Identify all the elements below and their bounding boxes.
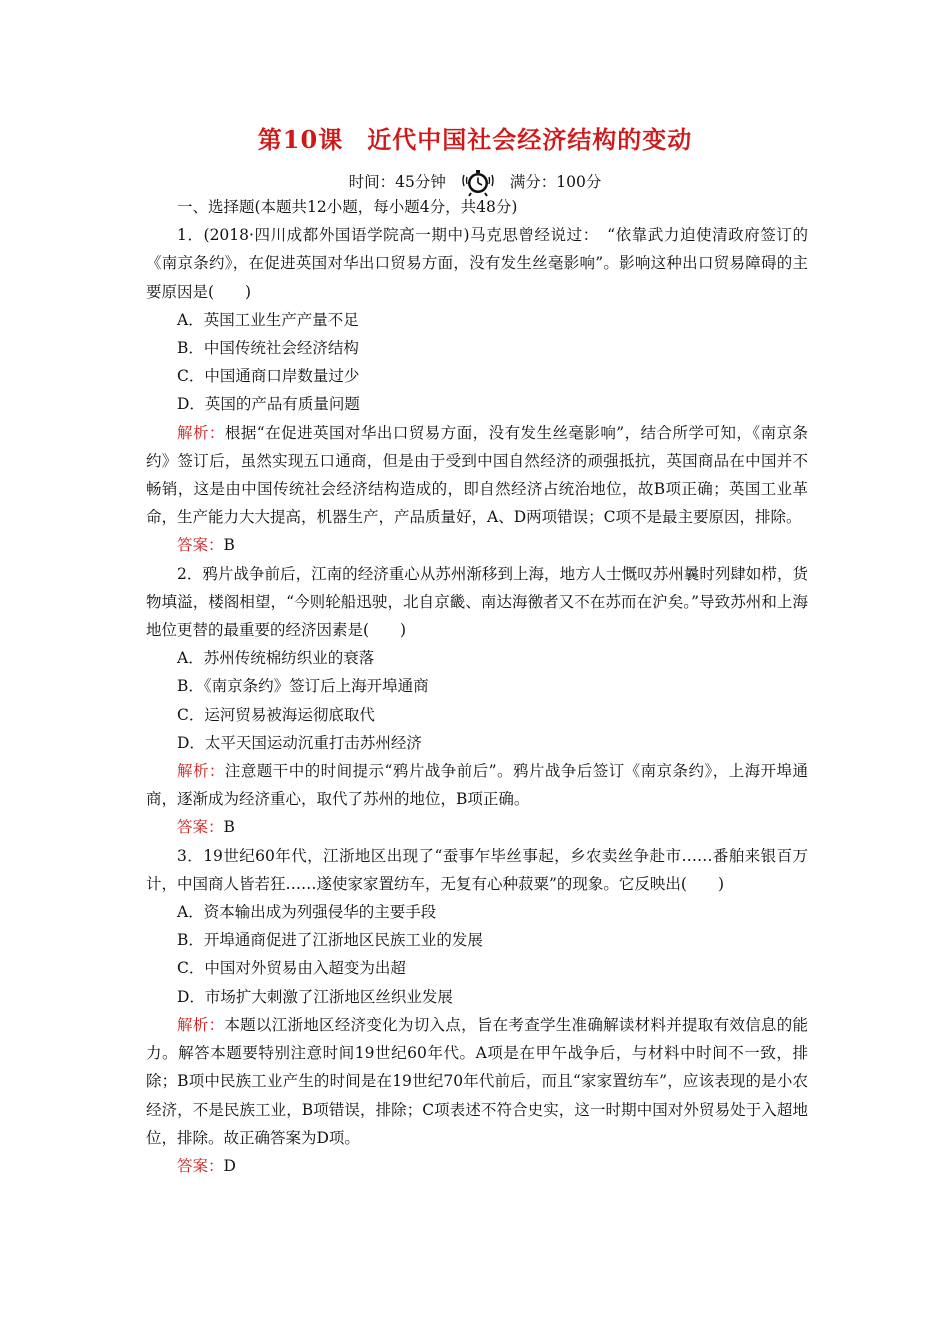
option-d: D．市场扩大刺激了江浙地区丝织业发展 [177,987,453,1006]
option-d: D．太平天国运动沉重打击苏州经济 [177,733,422,752]
answer-label: 答案： [177,536,224,555]
question-stem: 1．(2018·四川成都外国语学院高一期中)马克思曾经说过： “依靠武力迫使清政府签订的《南京条约》，在促进英国对华出口贸易方面，没有发生丝毫影响”。影响这种出口贸易障碍的主要原因是( ) [146,226,808,301]
answer-label: 答案： [177,1156,224,1175]
analysis-label: 解析： [177,423,225,442]
analysis-text: 注意题干中的时间提示“鸦片战争前后”。鸦片战争后签订《南京条约》，上海开埠通商，逐渐成为经济重心，取代了苏州的地位，B项正确。 [146,762,808,809]
option-a: A．资本输出成为列强侵华的主要手段 [177,903,437,922]
option-c: C．中国通商口岸数量过少 [177,367,360,386]
option-d: D．英国的产品有质量问题 [177,395,360,414]
option-c: C．运河贸易被海运彻底取代 [177,705,375,724]
option-a: A．苏州传统棉纺织业的衰落 [177,649,375,668]
analysis-text: 根据“在促进英国对华出口贸易方面，没有发生丝毫影响”，结合所学可知，《南京条约》签订后，虽然实现五口通商，但是由于受到中国自然经济的顽强抵抗，英国商品在中国并不畅销，这是由中国传统社会经济结构造成的，即自然经济占统治地位，故B项正确；英国工业革命，生产能力大大提高，机器生产，产品质量好，A、D两项错误；C项不是最主要原因，排除。 [146,423,808,527]
analysis-label: 解析： [177,762,225,781]
option-c: C．中国对外贸易由入超变为出超 [177,959,406,978]
answer [146,1152,808,1180]
analysis [146,757,808,813]
question-stem: 2．鸦片战争前后，江南的经济重心从苏州渐移到上海，地方人士慨叹苏州曩时列肆如栉，货物填溢，楼阁相望，“今则轮船迅驶，北自京畿、南达海徼者又不在苏而在沪矣。”导致苏州和上海地位更替的最重要的经济因素是( ) [146,564,808,640]
option-b: B．开埠通商促进了江浙地区民族工业的发展 [177,931,483,950]
answer-label: 答案： [177,818,224,837]
question-stem: 3．19世纪60年代，江浙地区出现了“蚕事乍毕丝事起，乡农卖丝争赴市……番舶来银百万计，中国商人皆若狂……遂使家家置纺车，无复有心种菽粟”的现象。它反映出( ) [146,846,808,893]
analysis [146,419,808,532]
answer-value: D [223,1156,236,1175]
analysis-text: 本题以江浙地区经济变化为切入点，旨在考查学生准确解读材料并提取有效信息的能力。解答本题要特别注意时间19世纪60年代。A项是在甲午战争后，与材料中时间不一致，排除；B项中民族工业产生的时间是在19世纪70年代前后，而且“家家置纺车”，应该表现的是小农经济，不是民族工业，B项错误，排除；C项表述不符合史实，这一时期中国对外贸易处于入超地位，排除。故正确答案为D项。 [146,1015,808,1147]
full-score: 满分：100分 [509,173,602,191]
question-list [146,193,808,1180]
lesson-number: 第10课 [257,125,344,154]
answer-value: B [223,536,235,555]
question-3 [146,842,808,1180]
analysis-label: 解析： [177,1015,225,1034]
analysis [146,1011,808,1152]
option-a: A．英国工业生产产量不足 [177,310,359,329]
answer [146,813,808,841]
answer-value: B [223,818,235,837]
question-1 [146,221,808,559]
lesson-name: 近代中国社会经济结构的变动 [367,125,693,154]
time-limit: 时间：45分钟 [348,173,446,191]
question-2 [146,560,808,842]
option-b: B．中国传统社会经济结构 [177,339,359,358]
section-heading: 一、选择题(本题共12小题，每小题4分，共48分) [177,198,518,216]
answer [146,531,808,559]
option-b: B．《南京条约》签订后上海开埠通商 [177,677,429,696]
page-title [0,120,950,155]
